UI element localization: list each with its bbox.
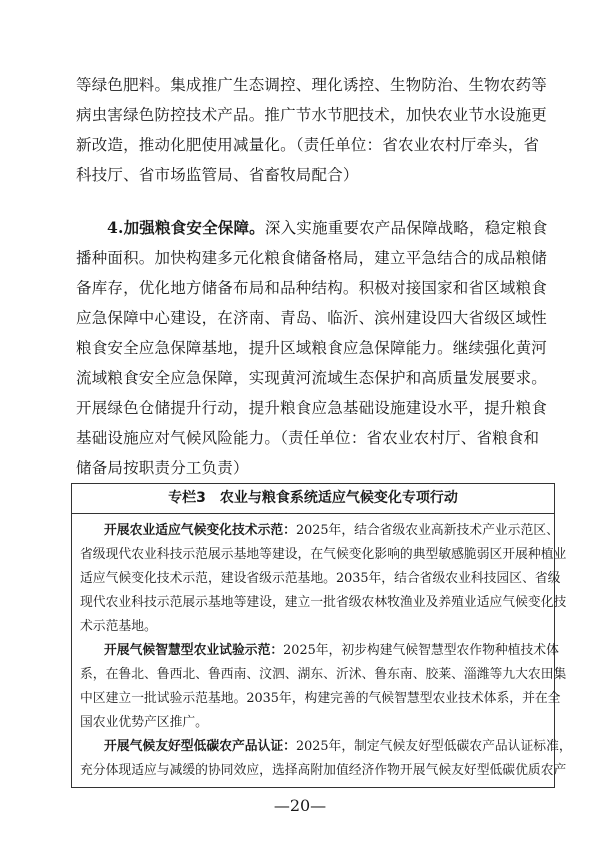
text-line: 中区建立一批试验示范基地。2035年，构建完善的气候智慧型农业技术体系，并在全: [80, 691, 561, 706]
box-body: [72, 514, 572, 783]
text-line: 系，在鲁北、鲁西北、鲁西南、汶泗、湖东、沂沭、鲁东南、胶莱、淄潍等九大农田集: [80, 667, 567, 682]
text-line: 国农业优势产区推广。: [80, 715, 208, 730]
text-line: 开展绿色仓储提升行动，提升粮食应急基础设施建设水平，提升粮食: [76, 399, 548, 417]
text-line: 适应气候变化技术示范，建设省级示范基地。2035年，结合省级农业科技园区、省级: [80, 571, 561, 586]
section-heading: 4.加强粮食安全保障。: [107, 218, 265, 237]
text-line: 粮食安全应急保障基地，提升区域粮食应急保障能力。继续强化黄河: [76, 339, 548, 357]
text-line: 播种面积。加快构建多元化粮食储备格局，建立平急结合的成品粮储: [76, 249, 548, 267]
text-line: 病虫害绿色防控技术产品。推广节水节肥技术，加快农业节水设施更: [76, 106, 548, 124]
text-line: [80, 639, 559, 663]
page-number: —20—: [273, 796, 327, 815]
special-column-box: [71, 483, 572, 788]
box-section-heading: 开展气候智慧型农业试验示范：: [104, 643, 284, 658]
text-line: [80, 519, 559, 543]
text-line: 基础设施应对气候风险能力。（责任单位：省农业农村厅、省粮食和: [76, 429, 540, 447]
box-section-heading: 开展农业适应气候变化技术示范：: [104, 523, 296, 538]
text-line: 应急保障中心建设，在济南、青岛、临沂、滨州建设四大省级区域性: [76, 309, 548, 327]
text-line: 等绿色肥料。集成推广生态调控、理化诱控、生物防治、生物农药等: [76, 76, 548, 94]
text-line: 术示范基地。: [80, 619, 157, 634]
text-line: 充分体现适应与减缓的协同效应，选择高附加值经济作物开展气候友好型低碳优质农产: [80, 763, 567, 778]
text-line: 储备局按职责分工负责）: [76, 459, 249, 477]
text-line: 省级现代农业科技示范展示基地等建设，在气候变化影响的典型敏感脆弱区开展种植业: [80, 547, 567, 562]
text-span: 2025年，结合省级农业高新技术产业示范区、: [295, 523, 559, 538]
text-span: 2025年，制定气候友好型低碳农产品认证标准，: [295, 739, 572, 754]
box-section-heading: 开展气候友好型低碳农产品认证：: [104, 739, 296, 754]
text-line: 流域粮食安全应急保障，实现黄河流域生态保护和高质量发展要求。: [76, 369, 548, 387]
paragraph-fertilizer: [76, 70, 548, 190]
text-line: [80, 735, 572, 759]
text-span: 深入实施重要农产品保障战略，稳定粮食: [264, 219, 548, 237]
text-span: 2025年，初步构建气候智慧型农作物种植技术体: [283, 643, 559, 658]
text-line: 现代农业科技示范展示基地等建设，建立一批省级农林牧渔业及养殖业适应气候变化技: [80, 595, 567, 610]
box-title: 专栏3 农业与粮食系统适应气候变化专项行动: [72, 484, 554, 514]
text-line: 新改造，推动化肥使用减量化。（责任单位：省农业农村厅牵头，省: [76, 136, 540, 154]
text-line: 科技厅、省市场监管局、省畜牧局配合）: [76, 166, 359, 184]
paragraph-food-security: [76, 213, 548, 483]
text-line: 备库存，优化地方储备布局和品种结构。积极对接国家和省区域粮食: [76, 279, 548, 297]
text-line: [76, 213, 548, 243]
